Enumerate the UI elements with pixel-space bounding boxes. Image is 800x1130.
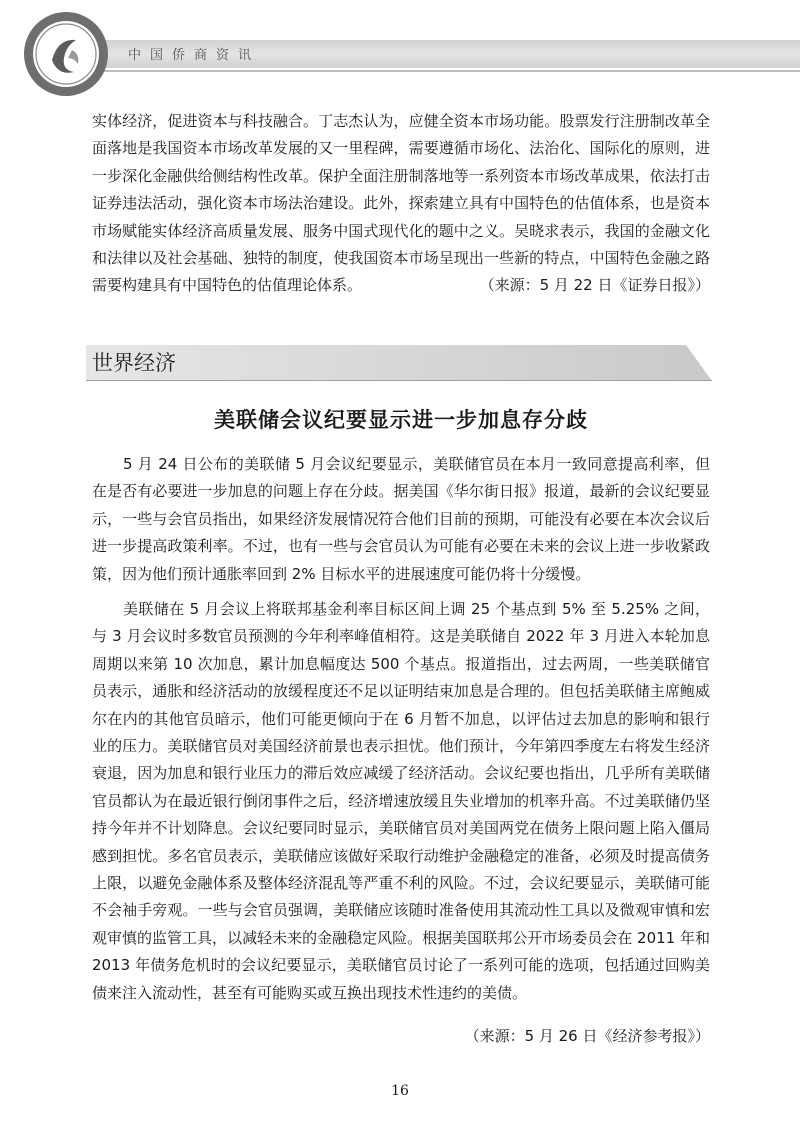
chamber-logo-icon	[22, 10, 110, 98]
section-title: 世界经济	[92, 351, 176, 375]
article2-headline: 美联储会议纪要显示进一步加息存分歧	[214, 408, 588, 432]
article1-text: 实体经济，促进资本与科技融合。丁志杰认为，应健全资本市场功能。股票发行注册制改革全面落地是我国资本市场改革发展的又一里程碑，需要遵循市场化、法治化、国际化的原则，进一步深化金融供给侧结构性改革。保护全面注册制落地等一系列资本市场改革成果，依法打击证券违法活动，强化资本市场法治建设。此外，探索建立具有中国特色的估值体系，也是资本市场赋能实体经济高质量发展、服务中国式现代化的题中之义。吴晓求表示，我国的金融文化和法律以及社会基础、独特的制度，使我国资本市场呈现出一些新的特点，中国特色金融之路需要构建具有中国特色的估值理论体系。	[92, 112, 710, 295]
article2-source-row	[92, 1023, 710, 1050]
header-divider	[95, 70, 800, 72]
article2-paragraph: 5 月 24 日公布的美联储 5 月会议纪要显示，美联储官员在本月一致同意提高利率，但在是否有必要进一步加息的问题上存在分歧。据美国《华尔街日报》报道，最新的会议纪要显示，一些与会官员指出，如果经济发展情况符合他们目前的预期，可能没有必要在本次会议后进一步提高政策利率。不过，也有一些与会官员认为可能有必要在未来的会议上进一步收紧政策，因为他们预计通胀率回到 2% 目标水平的进展速度可能仍将十分缓慢。	[92, 455, 710, 583]
article1-source: （来源：5 月 22 日《证券日报》）	[479, 276, 710, 295]
section-banner	[86, 345, 712, 381]
section-banner-bg	[86, 345, 712, 381]
header-title: 中国侨商资讯	[128, 48, 261, 63]
page-header	[0, 0, 800, 100]
article1-body	[92, 108, 710, 300]
page-number: 16	[391, 1083, 409, 1099]
article2-paragraph: 美联储在 5 月会议上将联邦基金利率目标区间上调 25 个基点到 5% 至 5.25% 之间，与 3 月会议时多数官员预测的今年利率峰值相符。这是美联储自 2022 年 3 月进入本轮加息周期以来第 10 次加息，累计加息幅度达 500 个基点。报道指出，过去两周，一些美联储官员表示，通胀和经济活动的放缓程度还不足以证明结束加息是合理的。但包括美联储主席鲍威尔在内的其他官员暗示，他们可能更倾向于在 6 月暂不加息，以评估过去加息的影响和银行业的压力。美联储官员对美国经济前景也表示担忧。他们预计，今年第四季度左右将发生经济衰退，因为加息和银行业压力的滞后效应减缓了经济活动。会议纪要也指出，几乎所有美联储官员都认为在最近银行倒闭事件之后，经济增速放缓且失业增加的机率升高。不过美联储仍坚持今年并不计划降息。会议纪要同时显示，美联储官员对美国两党在债务上限问题上陷入僵局感到担忧。多名官员表示，美联储应该做好采取行动维护金融稳定的准备，必须及时提高债务上限，以避免金融体系及整体经济混乱等严重不利的风险。不过，会议纪要显示，美联储可能不会袖手旁观。一些与会官员强调，美联储应该随时准备使用其流动性工具以及微观审慎和宏观审慎的监管工具，以减轻未来的金融稳定风险。根据美国联邦公开市场委员会在 2011 年和 2013 年债务危机时的会议纪要显示，美联储官员讨论了一系列可能的选项，包括通过回购美债来注入流动性，甚至有可能购买或互换出现技术性违约的美债。	[92, 600, 710, 1002]
article2-source: （来源：5 月 26 日《经济参考报》）	[464, 1027, 710, 1045]
